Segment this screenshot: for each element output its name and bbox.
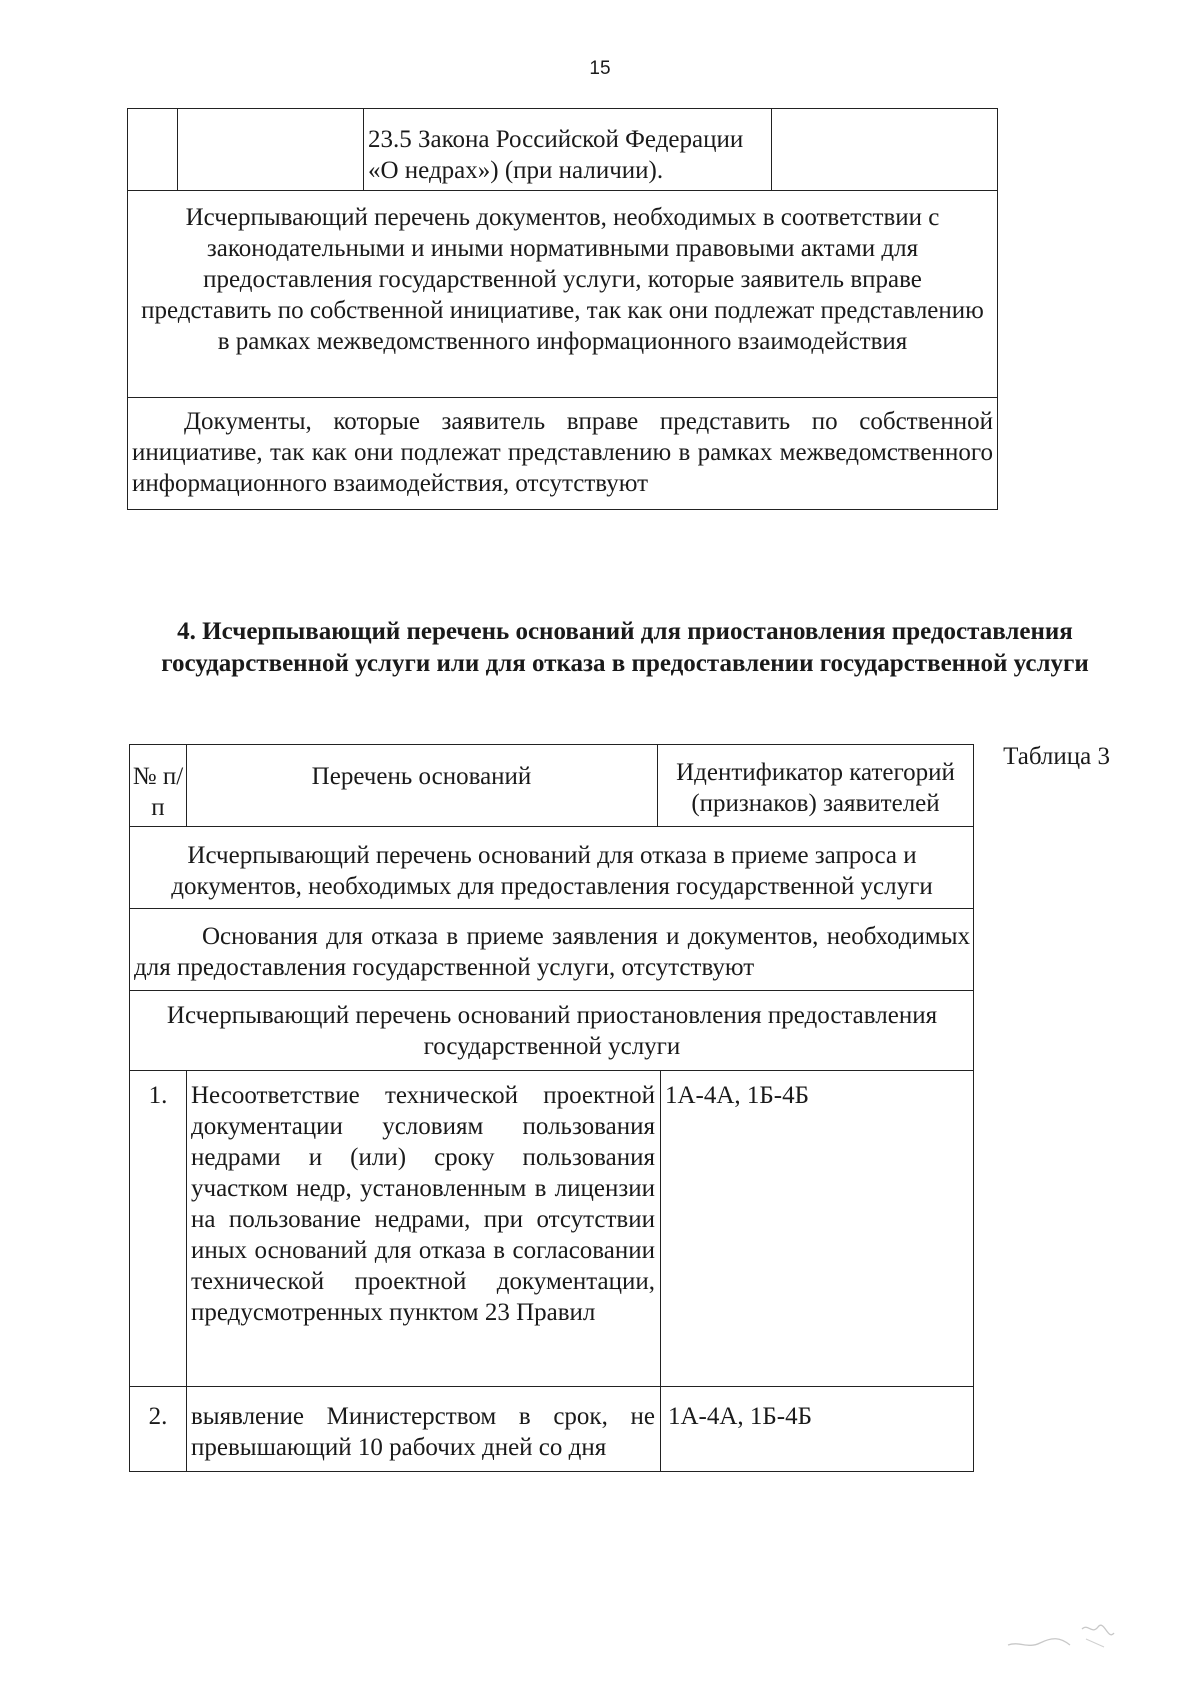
row-identifier: 1А-4А, 1Б-4Б: [668, 1403, 812, 1430]
table-3-divider: [186, 744, 187, 826]
table-3-row-divider: [129, 1386, 974, 1387]
table-3-row-divider: [129, 1070, 974, 1071]
refusal-text: Основания для отказа в приеме заявления и документов, необходимых для предоставления государственной услуги, отсутствуют: [134, 923, 970, 981]
top-table-divider: [363, 108, 364, 190]
table-3-divider: [660, 1070, 661, 1472]
header-number: № п/п: [132, 763, 184, 821]
page-number: 15: [589, 58, 611, 79]
suspension-header: Исчерпывающий перечень оснований приостановления предоставления государственной услуги: [166, 1002, 938, 1060]
row-identifier: 1А-4А, 1Б-4Б: [665, 1082, 809, 1109]
top-table-row-divider: [127, 190, 998, 191]
row-number: 1.: [148, 1082, 168, 1109]
row-grounds-text: Несоответствие технической проектной документации условиям пользования недрами и (или) сроку пользования участком недр, установленным в лицензии на пользование недрами, при отсутствии иных оснований для отказа в согласовании технической проектной документации, предусмотренных пунктом 23 Правил: [191, 1082, 655, 1326]
optional-docs-text: Документы, которые заявитель вправе представить по собственной инициативе, так как они подлежат представлению в рамках межведомственного информационного взаимодействия, отсутствуют: [132, 408, 993, 497]
table-3-divider: [186, 1070, 187, 1472]
top-table-divider: [771, 108, 772, 190]
section-heading: 4. Исчерпывающий перечень оснований для приостановления предоставления государственной услуги или для отказа в предоставлении государственной услуги: [161, 618, 1089, 677]
table-3-row-divider: [129, 826, 974, 827]
header-grounds: Перечень оснований: [311, 763, 532, 790]
table-caption: Таблица 3: [1003, 743, 1110, 770]
top-table-row-divider: [127, 397, 998, 398]
refusal-header: Исчерпывающий перечень оснований для отказа в приеме запроса и документов, необходимых для предоставления государственной услуги: [171, 842, 933, 900]
row-grounds-text: выявление Министерством в срок, не превышающий 10 рабочих дней со дня: [191, 1403, 655, 1461]
top-table-divider: [177, 108, 178, 190]
faint-scan-mark: [1000, 1615, 1120, 1655]
table-3-divider: [657, 744, 658, 826]
row-number: 2.: [148, 1403, 168, 1430]
table-3-row-divider: [129, 908, 974, 909]
continuation-text: 23.5 Закона Российской Федерации «О недрах») (при наличии).: [368, 126, 744, 184]
optional-docs-header: Исчерпывающий перечень документов, необходимых в соответствии с законодательными и иными нормативными правовыми актами для предоставления государственной услуги, которые заявитель вправе представить по собственной инициативе, так как они подлежат представлению в рамках межведомственного информационного взаимодействия: [141, 204, 984, 355]
header-identifier: Идентификатор категорий (признаков) заявителей: [676, 759, 955, 817]
table-3-row-divider: [129, 990, 974, 991]
